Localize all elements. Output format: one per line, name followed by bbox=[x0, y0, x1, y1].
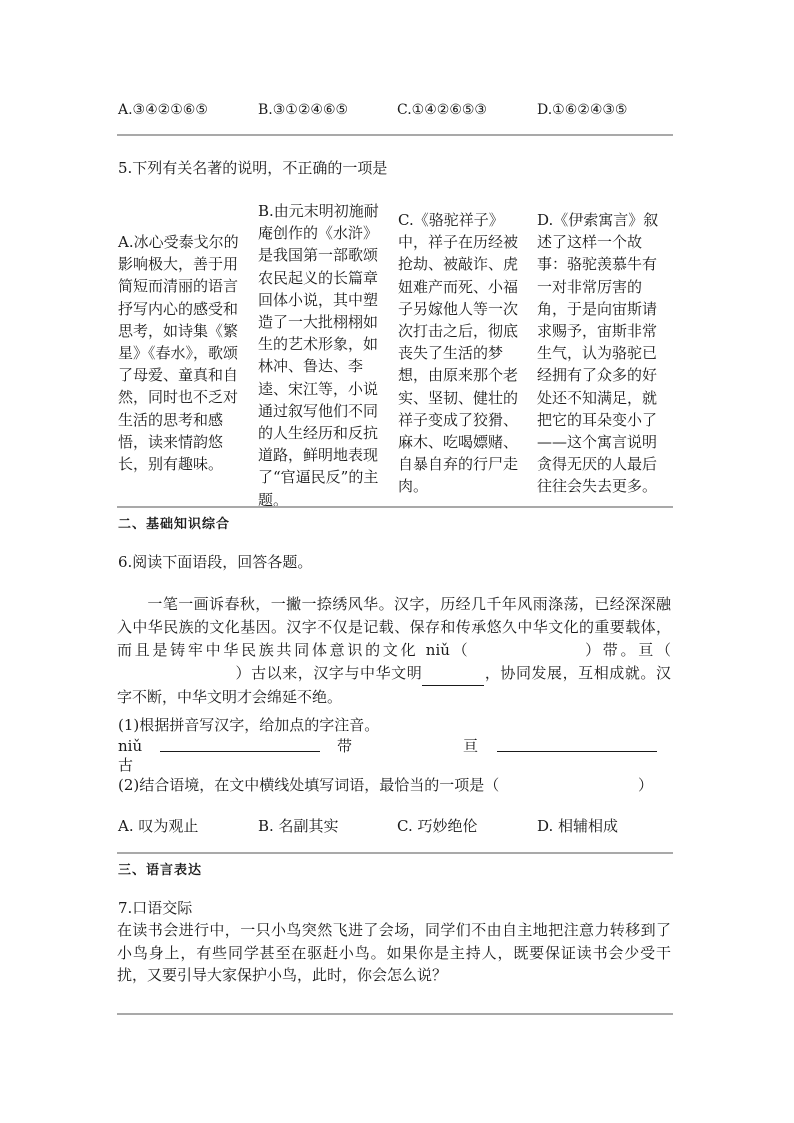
q6-sub2-option-c: C. 巧妙绝伦 bbox=[397, 817, 478, 835]
q5-stem: 5.下列有关名著的说明，不正确的一项是 bbox=[118, 159, 388, 177]
q5-option-c: C.《骆驼祥子》中，祥子在历经被抢劫、被敲诈、虎妞难产而死、小福子另嫁他人等一次次打击之后，彻底丧失了生活的梦想，由原来那个老实、坚韧、健壮的祥子变成了狡猾、麻木、吃喝嫖赌、自暴自弃的行尸走肉。 bbox=[398, 211, 519, 496]
q6-stem: 6.阅读下面语段，回答各题。 bbox=[118, 553, 313, 571]
divider bbox=[117, 134, 673, 136]
q6-sub2-option-a: A. 叹为观止 bbox=[118, 817, 199, 835]
q5-option-b: B.由元末明初施耐庵创作的《水浒》是我国第一部歌颂农民起义的长篇章回体小说，其中塑造了一大批栩栩如生的艺术形象，如林冲、鲁达、李逵、宋江等，小说通过叙写他们不同的人生经历和反抗道路，鲜明地表现了“官逼民反”的主题。 bbox=[258, 202, 379, 509]
q6-sub2-option-d: D. 相辅相成 bbox=[537, 817, 619, 835]
q4-option-c: C.①④②⑥⑤③ bbox=[397, 102, 487, 118]
q6-passage bbox=[117, 593, 671, 709]
q6-sub2-stem-end: ） bbox=[638, 776, 654, 794]
q6-sub1-right-label: 亘 bbox=[463, 737, 479, 755]
q6-sub2-stem: (2)结合语境，在文中横线处填写词语，最恰当的一项是（ bbox=[118, 776, 500, 794]
passage-text: 一笔一画诉春秋，一撇一捺绣风华。汉字，历经几千年风雨涤荡，已经深深融入中华民族的文化基因。汉字不仅是记载、保存和传承悠久中华文化的重要载体，而且是铸牢中华民族共同体意识的文化 niǔ（ bbox=[117, 595, 671, 659]
q6-sub1-left-suffix: 带 bbox=[337, 737, 353, 755]
section-heading: 二、基础知识综合 bbox=[118, 517, 231, 532]
divider bbox=[117, 852, 673, 854]
answer-line bbox=[160, 751, 320, 752]
q4-option-d: D.①⑥②④③⑤ bbox=[537, 102, 628, 118]
q5-option-a: A.冰心受泰戈尔的影响极大，善于用简短而清丽的语言抒写内心的感受和思考，如诗集《繁星》《春水》，歌颂了母爱、童真和自然，同时也不乏对生活的思考和感悟，读来情韵悠长，别有趣味。 bbox=[118, 233, 239, 474]
section-heading: 三、语言表达 bbox=[118, 863, 203, 878]
divider bbox=[117, 506, 673, 508]
passage-text: ，协同发展，互相成就。汉字不断，中华文明才会绵延不绝。 bbox=[117, 664, 671, 706]
q6-sub1-right-suffix: 古 bbox=[118, 756, 134, 774]
q7-body: 在读书会进行中，一只小鸟突然飞进了会场，同学们不由自主地把注意力转移到了小鸟身上，有些同学甚至在驱赶小鸟。如果你是主持人，既要保证读书会少受干扰，又要引导大家保护小鸟，此时，你会怎么说？ bbox=[117, 921, 671, 984]
q5-option-d: D.《伊索寓言》叙述了这样一个故事：骆驼羡慕牛有一对非常厉害的角，于是向宙斯请求赐予，宙斯非常生气，认为骆驼已经拥有了众多的好处还不知满足，就把它的耳朵变小了——这个寓言说明贪得无厌的人最后往往会失去更多。 bbox=[537, 211, 659, 496]
passage-text: 亘（ bbox=[638, 641, 671, 659]
q4-option-b: B.③①②④⑥⑤ bbox=[258, 102, 349, 118]
q4-option-a: A.③④②①⑥⑤ bbox=[118, 102, 208, 118]
q6-sub1-left-label: niǔ bbox=[118, 737, 143, 755]
answer-line bbox=[497, 751, 657, 752]
passage-text: ）古以来，汉字与中华文明 bbox=[235, 664, 423, 682]
q6-sub1-stem: (1)根据拼音写汉字，给加点的字注音。 bbox=[118, 716, 380, 734]
q6-sub2-option-b: B. 名副其实 bbox=[258, 817, 339, 835]
q7-stem: 7.口语交际 bbox=[118, 899, 193, 917]
divider bbox=[117, 1013, 673, 1015]
passage-text: ）带。 bbox=[582, 641, 639, 659]
blank-line bbox=[422, 662, 484, 686]
